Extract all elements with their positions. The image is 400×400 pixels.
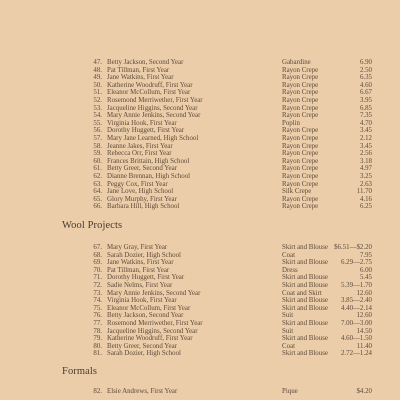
entry-material: Skirt and Blouse — [282, 244, 328, 251]
entry-number: 67. — [93, 244, 102, 251]
entry-number: 57. — [93, 134, 102, 142]
entry-price: 3.18 — [359, 157, 372, 165]
entry-name: Mary Jane Learned, High School — [107, 134, 199, 142]
entry-name: Jeanne Jakes, First Year — [107, 142, 173, 150]
entry-price: 4.70 — [359, 119, 372, 127]
entry-price: 6.29—2.75 — [340, 259, 372, 267]
entry-price: $4.20 — [356, 388, 372, 395]
list-item — [0, 82, 400, 90]
entry-number: 80. — [93, 342, 102, 350]
entry-name: Pat Tillman, First Year — [107, 66, 170, 74]
entry-price: 2.72—1.24 — [340, 350, 372, 358]
entry-material: Rayon Crepe — [282, 66, 319, 74]
entry-number: 47. — [93, 59, 102, 66]
entry-name: Sarah Dozier, High School — [107, 251, 181, 259]
entry-number: 74. — [93, 297, 102, 305]
entry-name: Katherine Woodruff, First Year — [107, 81, 193, 89]
entry-number: 63. — [93, 180, 102, 188]
entry-price: 6.85 — [359, 104, 372, 112]
entry-material: Rayon Crepe — [282, 150, 319, 158]
entry-price: 4.60 — [359, 81, 372, 89]
entry-name: Jane Watkins, First Year — [107, 74, 174, 82]
entry-material: Pique — [282, 388, 298, 395]
entry-number: 65. — [93, 195, 102, 203]
list-item — [0, 67, 400, 75]
entry-number: 54. — [93, 112, 102, 120]
list-item — [0, 74, 400, 82]
entry-material: Poplin — [282, 119, 300, 127]
entry-price: 3.45 — [359, 142, 372, 150]
entry-material: Rayon Crepe — [282, 172, 319, 180]
entry-price: 5.45 — [359, 274, 372, 282]
entry-name: Betty Jackson, Second Year — [107, 59, 184, 66]
formals-list — [0, 388, 400, 396]
entry-material: Silk Crepe — [282, 188, 312, 196]
entry-price: 3.95 — [359, 96, 372, 104]
entry-number: 73. — [93, 289, 102, 297]
list-item — [0, 290, 400, 298]
entry-number: 69. — [93, 259, 102, 267]
entry-name: Mary Gray, First Year — [107, 244, 168, 251]
entry-name: Dianne Brennan, High School — [107, 172, 191, 180]
list-item — [0, 97, 400, 105]
entry-material: Suit — [282, 327, 294, 335]
entry-name: Jane Love, High School — [107, 188, 174, 196]
entry-material: Gabardine — [282, 59, 311, 66]
entry-material: Skirt and Blouse — [282, 335, 328, 343]
wool-section-title: Wool Projects — [62, 220, 123, 231]
list-item — [0, 196, 400, 204]
entry-material: Rayon Crepe — [282, 127, 319, 135]
entry-price: 11.40 — [356, 342, 372, 350]
list-item — [0, 335, 400, 343]
entry-material: Rayon Crepe — [282, 112, 319, 120]
entry-name: Virginia Hook, First Year — [107, 297, 177, 305]
entry-price: 5.39—1.70 — [340, 281, 372, 289]
list-item — [0, 135, 400, 143]
list-item — [0, 112, 400, 120]
entry-material: Rayon Crepe — [282, 96, 319, 104]
entry-price: 7.35 — [359, 112, 372, 120]
entry-number: 58. — [93, 142, 102, 150]
list-item — [0, 105, 400, 113]
entry-number: 50. — [93, 81, 102, 89]
entry-material: Coat — [282, 251, 296, 259]
entry-material: Rayon Crepe — [282, 81, 319, 89]
entry-number: 77. — [93, 319, 102, 327]
entry-price: 4.40—2.14 — [340, 304, 372, 312]
entry-name: Betty Jackson, Second Year — [107, 312, 184, 320]
entry-number: 61. — [93, 165, 102, 173]
entry-material: Suit — [282, 312, 294, 320]
entry-number: 52. — [93, 96, 102, 104]
list-item — [0, 203, 400, 211]
entry-material: Rayon Crepe — [282, 74, 319, 82]
entry-name: Frances Brittain, High School — [107, 157, 190, 165]
entry-material: Skirt and Blouse — [282, 319, 328, 327]
entry-number: 48. — [93, 66, 102, 74]
entry-number: 72. — [93, 281, 102, 289]
entry-material: Dress — [282, 266, 298, 274]
list-item — [0, 274, 400, 282]
entry-number: 59. — [93, 150, 102, 158]
entry-material: Rayon Crepe — [282, 157, 319, 165]
entry-name: Virginia Hook, First Year — [107, 119, 177, 127]
list-item — [0, 252, 400, 260]
entry-material: Rayon Crepe — [282, 165, 319, 173]
entry-material: Rayon Crepe — [282, 180, 319, 188]
list-item — [0, 59, 400, 67]
entry-name: Jacqueline Higgins, Second Year — [107, 327, 198, 335]
entry-name: Jacqueline Higgins, Second Year — [107, 104, 198, 112]
entry-price: 12.60 — [356, 289, 372, 297]
entry-price: 12.60 — [356, 312, 372, 320]
entry-name: Katherine Woodruff, First Year — [107, 335, 193, 343]
list-item — [0, 305, 400, 313]
entry-number: 56. — [93, 127, 102, 135]
entry-name: Eleanor McCollum, First Year — [107, 304, 191, 312]
list-item — [0, 320, 400, 328]
entry-price: 3.25 — [359, 172, 372, 180]
entry-material: Skirt and Blouse — [282, 274, 328, 282]
list-item — [0, 328, 400, 336]
entry-name: Jane Watkins, First Year — [107, 259, 174, 267]
entry-price: 7.95 — [359, 251, 372, 259]
entry-price: 2.63 — [359, 180, 372, 188]
entry-number: 68. — [93, 251, 102, 259]
entry-material: Coat and Skirt — [282, 289, 322, 297]
entry-name: Dorothy Huggett, First Year — [107, 127, 185, 135]
entry-number: 78. — [93, 327, 102, 335]
entry-price: 3.45 — [359, 127, 372, 135]
list-item — [0, 150, 400, 158]
list-item — [0, 181, 400, 189]
list-item — [0, 282, 400, 290]
entry-name: Peggy Cox, First Year — [107, 180, 168, 188]
entry-name: Mary Annie Jenkins, Second Year — [107, 112, 201, 120]
entry-price: 3.85—2.40 — [340, 297, 372, 305]
entry-price: 2.12 — [359, 134, 372, 142]
entry-number: 55. — [93, 119, 102, 127]
entry-name: Pat Tillman, First Year — [107, 266, 170, 274]
entry-material: Rayon Crepe — [282, 142, 319, 150]
entry-material: Skirt and Blouse — [282, 281, 328, 289]
entry-number: 71. — [93, 274, 102, 282]
entry-name: Eleanor McCollum, First Year — [107, 89, 191, 97]
entry-name: Dorothy Huggett, First Year — [107, 274, 185, 282]
entry-number: 82. — [93, 388, 102, 395]
entry-number: 60. — [93, 157, 102, 165]
entry-price: 4.97 — [359, 165, 372, 173]
entry-number: 64. — [93, 188, 102, 196]
list-item — [0, 89, 400, 97]
entry-number: 70. — [93, 266, 102, 274]
list-item — [0, 165, 400, 173]
list-item — [0, 343, 400, 351]
entry-price: 7.00—3.00 — [340, 319, 372, 327]
entry-price: 4.60—1.50 — [340, 335, 372, 343]
entry-name: Elsie Andrews, First Year — [107, 388, 178, 395]
entry-number: 79. — [93, 335, 102, 343]
entry-name: Barbara Hill, High School — [107, 203, 180, 211]
entry-price: 6.67 — [359, 89, 372, 97]
entry-number: 49. — [93, 74, 102, 82]
entry-price: 14.50 — [356, 327, 372, 335]
entry-price: 2.50 — [359, 66, 372, 74]
list-item — [0, 173, 400, 181]
entry-price: 6.25 — [359, 203, 372, 211]
entry-material: Rayon Crepe — [282, 134, 319, 142]
entry-name: Rebecca Orr, First Year — [107, 150, 172, 158]
list-item — [0, 120, 400, 128]
entry-number: 75. — [93, 304, 102, 312]
entry-price: 6.00 — [359, 266, 372, 274]
entry-price: 4.16 — [359, 195, 372, 203]
entry-material: Coat — [282, 342, 296, 350]
entry-material: Rayon Crepe — [282, 195, 319, 203]
entry-name: Betty Greer, Second Year — [107, 342, 177, 350]
entry-material: Skirt and Blouse — [282, 297, 328, 305]
entry-number: 53. — [93, 104, 102, 112]
list-item — [0, 297, 400, 305]
entry-material: Skirt and Blouse — [282, 259, 328, 267]
entry-price: 6.90 — [359, 59, 372, 66]
entry-name: Rosemond Merriwether, First Year — [107, 96, 203, 104]
entry-price: $6.51—$2.20 — [334, 244, 372, 251]
wool-list — [0, 244, 400, 358]
entry-number: 62. — [93, 172, 102, 180]
list-item — [0, 158, 400, 166]
formals-section-title: Formals — [62, 366, 98, 377]
entry-material: Rayon Crepe — [282, 203, 319, 211]
list-item — [0, 244, 400, 252]
entry-price: 11.70 — [356, 188, 372, 196]
list-item — [0, 259, 400, 267]
entry-name: Rosemond Merriwether, First Year — [107, 319, 203, 327]
entry-name: Sadie Nelms, First Year — [107, 281, 173, 289]
list-item — [0, 388, 400, 396]
entry-price: 2.56 — [359, 150, 372, 158]
entry-number: 66. — [93, 203, 102, 211]
list-item — [0, 143, 400, 151]
entry-material: Rayon Crepe — [282, 104, 319, 112]
entry-name: Sarah Dozier, High School — [107, 350, 181, 358]
entry-number: 51. — [93, 89, 102, 97]
entry-price: 6.35 — [359, 74, 372, 82]
entry-material: Skirt and Blouse — [282, 350, 328, 358]
entry-name: Betty Greer, Second Year — [107, 165, 177, 173]
entry-number: 81. — [93, 350, 102, 358]
entry-number: 76. — [93, 312, 102, 320]
list-item — [0, 312, 400, 320]
rayon-list — [0, 59, 400, 211]
entry-name: Glory Murphy, First Year — [107, 195, 177, 203]
list-item — [0, 350, 400, 358]
entry-material: Skirt and Blouse — [282, 304, 328, 312]
entry-material: Rayon Crepe — [282, 89, 319, 97]
list-item — [0, 267, 400, 275]
list-item — [0, 188, 400, 196]
entry-name: Mary Annie Jenkins, Second Year — [107, 289, 201, 297]
list-item — [0, 127, 400, 135]
